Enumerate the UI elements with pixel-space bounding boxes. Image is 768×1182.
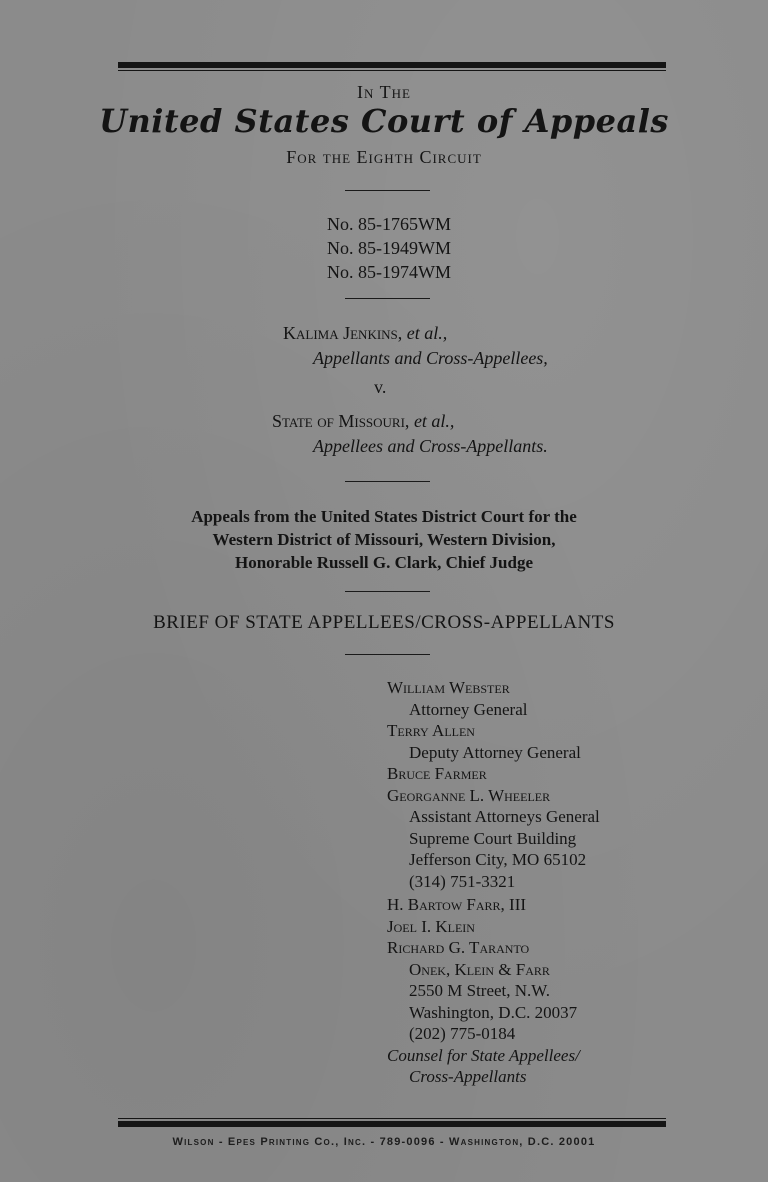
counsel-name: Joel I. Klein bbox=[387, 916, 475, 936]
brief-title: BRIEF OF STATE APPELLEES/CROSS-APPELLANTS bbox=[153, 612, 615, 633]
docket-numbers bbox=[327, 212, 451, 284]
counsel-title: Attorney General bbox=[409, 699, 528, 719]
appeals-from-line: Appeals from the United States District Court for the bbox=[191, 507, 577, 526]
divider-rule bbox=[345, 298, 430, 299]
divider-rule bbox=[345, 654, 430, 655]
defendant-line bbox=[272, 411, 454, 432]
appeals-from-block bbox=[0, 505, 768, 574]
circuit-name: For the Eighth Circuit bbox=[286, 147, 482, 167]
versus: v. bbox=[374, 377, 387, 397]
counsel-name: Richard G. Taranto bbox=[387, 938, 530, 957]
plaintiff-line bbox=[283, 323, 447, 344]
defendant-name: State of Missouri, bbox=[272, 411, 410, 431]
appeals-from-line: Western District of Missouri, Western Division, bbox=[212, 530, 556, 549]
counsel-address: 2550 M Street, N.W. bbox=[409, 981, 551, 1000]
law-firm-name: Onek, Klein & Farr bbox=[409, 959, 550, 979]
counsel-name: Bruce Farmer bbox=[387, 764, 487, 783]
in-the-heading: In The bbox=[357, 82, 411, 102]
printer-line: Wilson - Epes Printing Co., Inc. - 789-0096 - Washington, D.C. 20001 bbox=[172, 1136, 596, 1148]
plaintiff-etal: et al., bbox=[406, 323, 448, 343]
bottom-double-rule bbox=[118, 1118, 666, 1127]
top-double-rule bbox=[118, 62, 666, 71]
counsel-address: Washington, D.C. 20037 bbox=[409, 1002, 578, 1022]
counsel-for-line: Cross-Appellants bbox=[409, 1067, 527, 1086]
docket-number: No. 85-1974WM bbox=[327, 262, 451, 282]
divider-rule bbox=[345, 591, 430, 592]
counsel-block bbox=[387, 677, 600, 1088]
court-name: United States Court of Appeals bbox=[99, 102, 669, 140]
defendant-etal: et al., bbox=[413, 411, 455, 431]
counsel-title: Assistant Attorneys General bbox=[409, 807, 600, 826]
counsel-address: Jefferson City, MO 65102 bbox=[409, 850, 587, 869]
counsel-name: William Webster bbox=[387, 678, 510, 697]
defendant-role: Appellees and Cross-Appellants. bbox=[313, 436, 548, 456]
appeals-from-line: Honorable Russell G. Clark, Chief Judge bbox=[235, 553, 533, 572]
counsel-name: Georganne L. Wheeler bbox=[387, 785, 551, 805]
docket-number: No. 85-1949WM bbox=[327, 238, 451, 258]
plaintiff-name: Kalima Jenkins, bbox=[283, 323, 403, 343]
docket-number: No. 85-1765WM bbox=[327, 214, 451, 234]
plaintiff-role: Appellants and Cross-Appellees, bbox=[313, 348, 548, 368]
counsel-phone: (202) 775-0184 bbox=[409, 1024, 516, 1043]
counsel-name: H. Bartow Farr, III bbox=[387, 895, 527, 914]
counsel-for-line: Counsel for State Appellees/ bbox=[387, 1045, 580, 1065]
counsel-address: Supreme Court Building bbox=[409, 828, 577, 848]
counsel-phone: (314) 751-3321 bbox=[409, 871, 516, 891]
divider-rule bbox=[345, 190, 430, 191]
counsel-title: Deputy Attorney General bbox=[409, 742, 581, 762]
divider-rule bbox=[345, 481, 430, 482]
counsel-name: Terry Allen bbox=[387, 721, 475, 740]
